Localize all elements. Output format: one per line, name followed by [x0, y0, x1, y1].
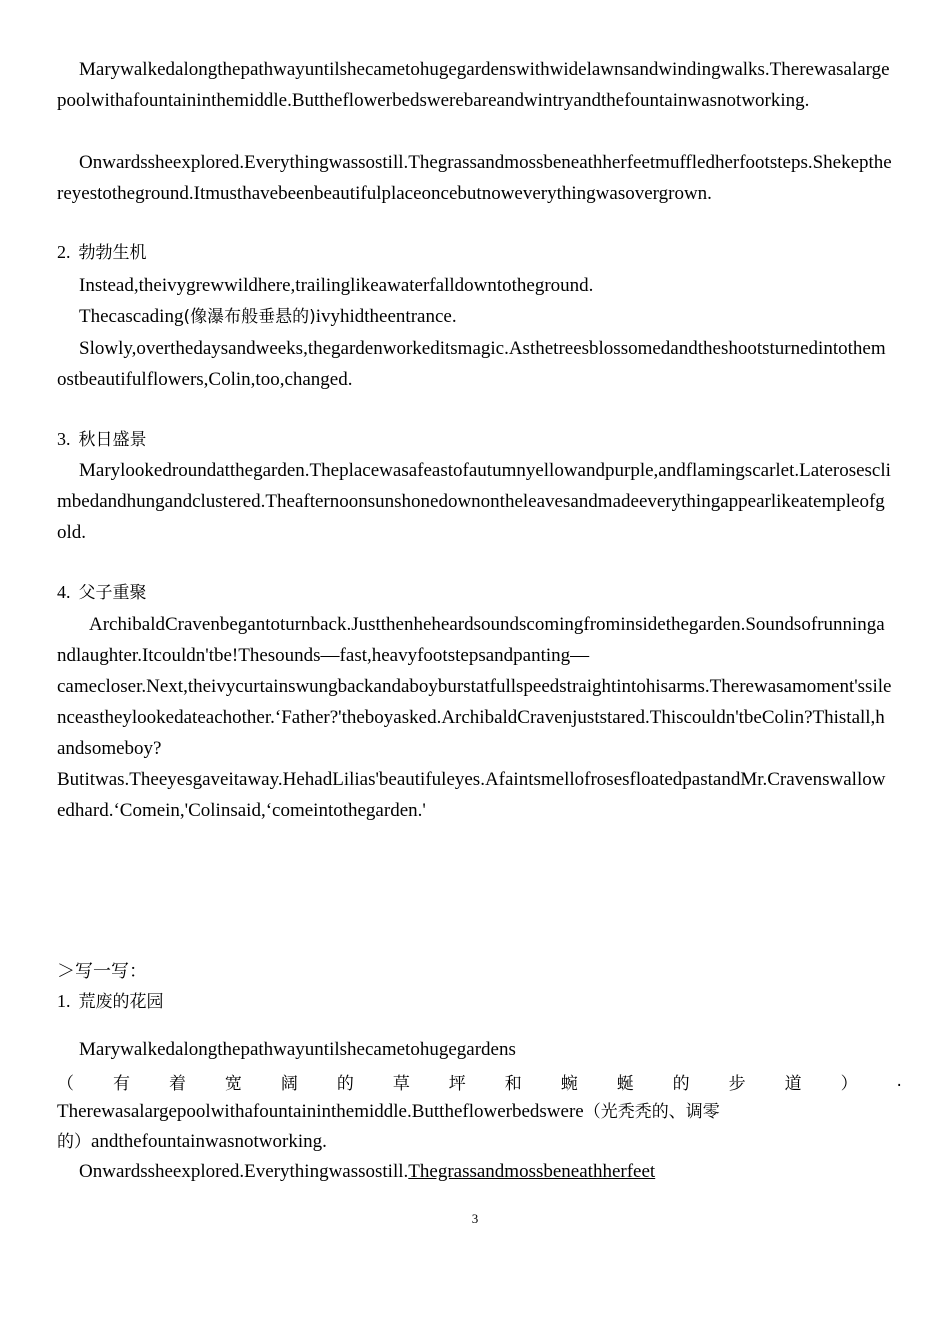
paragraph: Onwardssheexplored.Everythingwassostill.Thegrassandmossbeneathherfeet	[79, 1161, 656, 1182]
write-label: ＞写一写：	[57, 961, 147, 982]
section-heading: 2. 勃勃生机	[57, 242, 147, 263]
paragraph: Marywalkedalongthepathwayuntilshecametohugegardens	[79, 1039, 516, 1060]
paragraph: Marylookedroundatthegarden.Theplacewasafeastofautumnyellowandpurple,andflamingscarlet.Laterosesclimbedandhungandclustered.Theafternoonsunshonedownontheleavesandmadeeverythingappearlikeatempleofgold.	[57, 460, 891, 543]
section-heading: 3. 秋日盛景	[57, 429, 147, 450]
paragraph: Therewasalargepoolwithafountaininthemiddle.Buttheflowerbedswere（光秃秃的、调零	[57, 1101, 720, 1122]
paragraph: Butitwas.Theeyesgaveitaway.HehadLilias'beautifuleyes.AfaintsmellofrosesfloatedpastandMr.Cravenswallowedhard.‘Comein,'Colinsaid,‘comeintothegarden.'	[57, 769, 886, 821]
paragraph: camecloser.Next,theivycurtainswungbackandaboyburstatfullspeedstraightintohisarms.Therewasamoment'ssilenceastheylookedateachother.‘Father?'theboyasked.ArchibaldCravenjuststared.Thiscouldn'tbeColin?Thistall,handsomeboy?	[57, 676, 892, 759]
paragraph: Thecascading(像瀑布般垂悬的)ivyhidtheentrance.	[79, 306, 457, 327]
section-heading: 1. 荒废的花园	[57, 991, 164, 1012]
spaced-chinese-hint: （ 有 着 宽 阔 的 草 坪 和 蜿 蜒 的 步 道 ） .	[57, 1071, 902, 1094]
underlined-phrase: Thegrassandmossbeneathherfeet	[408, 1161, 656, 1182]
paragraph: Instead,theivygrewwildhere,trailinglikeawaterfalldowntotheground.	[79, 275, 594, 296]
paragraph: Marywalkedalongthepathwayuntilshecametohugegardenswithwidelawnsandwindingwalks.Therewasalargepoolwithafountaininthemiddle.Buttheflowerbedswerebareandwintryandthefountainwasnotworking.	[57, 59, 890, 111]
paragraph: 的）andthefountainwasnotworking.	[57, 1131, 327, 1152]
paragraph: Onwardssheexplored.Everythingwassostill.Thegrassandmossbeneathherfeetmuffledherfootsteps.Shekepthereyestotheground.Itmusthavebeenbeautifulplaceoncebutnoweverythingwasovergrown.	[57, 152, 892, 204]
section-heading: 4. 父子重聚	[57, 582, 147, 603]
paragraph: Slowly,overthedaysandweeks,thegardenworkeditsmagic.Asthetreesblossomedandtheshootsturnedintothemostbeautifulflowers,Colin,too,changed.	[57, 338, 886, 390]
page-number: 3	[471, 1211, 479, 1226]
paragraph: ArchibaldCravenbegantoturnback.Justthenheheardsoundscomingfrominsidethegarden.Soundsofrunningandlaughter.Itcouldn'tbe!Thesounds—fast,heavyfootstepsandpanting—	[57, 614, 885, 666]
